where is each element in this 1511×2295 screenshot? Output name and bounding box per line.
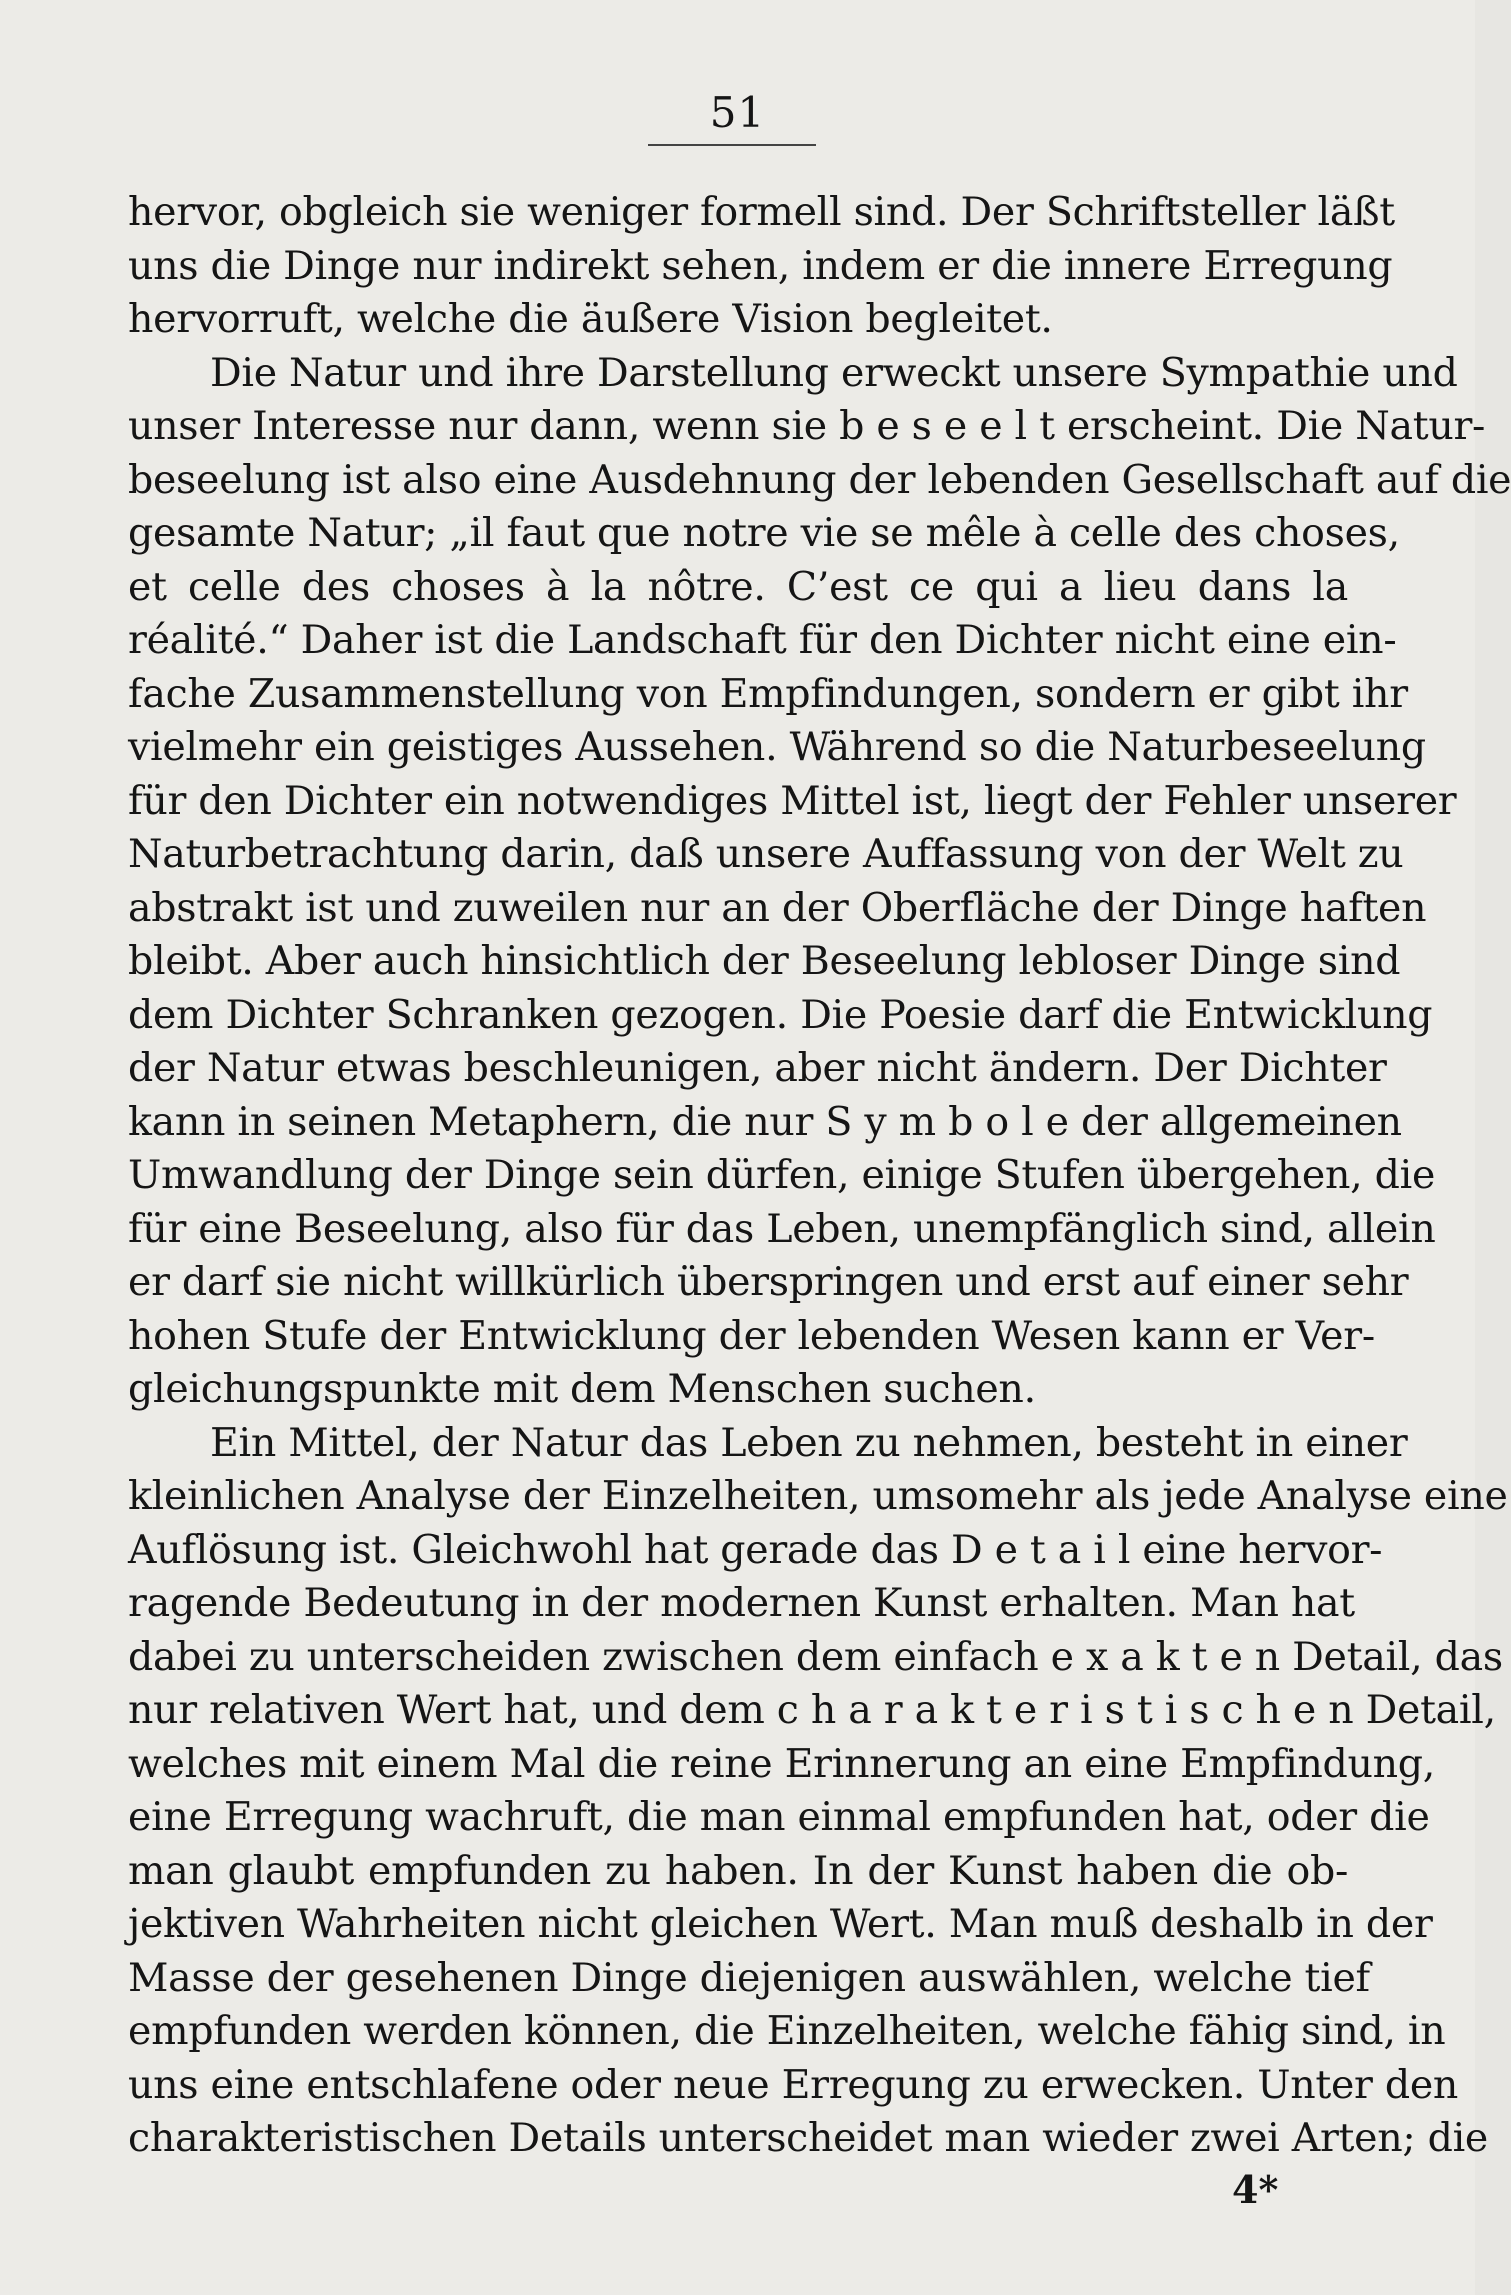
text-line: réalité.“ Daher ist die Landschaft für den Dichter nicht eine ein- — [128, 617, 1397, 663]
text-line: er darf sie nicht willkürlich überspringen und erst auf einer sehr — [128, 1259, 1409, 1305]
text-line: beseelung ist also eine Ausdehnung der lebenden Gesellschaft auf die — [128, 456, 1511, 503]
text-line: jektiven Wahrheiten nicht gleichen Wert. Man muß deshalb in der — [128, 1901, 1433, 1947]
signature-mark: 4* — [1232, 2167, 1279, 2212]
text-line: Auflösung ist. Gleichwohl hat gerade das D e t a i l eine hervor- — [128, 1526, 1383, 1573]
text-line: bleibt. Aber auch hinsichtlich der Beseelung lebloser Dinge sind — [128, 938, 1401, 984]
text-line: für den Dichter ein notwendiges Mittel ist, liegt der Fehler unserer — [128, 777, 1457, 824]
text-line: ragende Bedeutung in der modernen Kunst erhalten. Man hat — [128, 1580, 1355, 1626]
text-line: kann in seinen Metaphern, die nur S y m b o l e der allgemeinen — [128, 1098, 1402, 1145]
text-line: uns die Dinge nur indirekt sehen, indem er die innere Erregung — [128, 242, 1393, 289]
text-line: hohen Stufe der Entwicklung der lebenden Wesen kann er Ver- — [128, 1312, 1375, 1359]
text-line: vielmehr ein geistiges Aussehen. Während so die Naturbeseelung — [128, 724, 1426, 770]
page-number: 51 — [709, 88, 766, 137]
text-line: fache Zusammenstellung von Empfindungen, sondern er gibt ihr — [128, 670, 1408, 717]
text-line: Ein Mittel, der Natur das Leben zu nehmen, besteht in einer — [210, 1419, 1408, 1466]
text-line: nur relativen Wert hat, und dem c h a r a k t e r i s t i s c h e n Detail, — [128, 1687, 1496, 1733]
text-line: Masse der gesehenen Dinge diejenigen auswählen, welche tief — [128, 1954, 1370, 2001]
text-line: et celle des choses à la nôtre. C’est ce qui a lieu dans la — [128, 563, 1348, 610]
text-line: der Natur etwas beschleunigen, aber nicht ändern. Der Dichter — [128, 1045, 1387, 1091]
text-line: gleichungspunkte mit dem Menschen suchen. — [128, 1366, 1036, 1412]
text-line: Umwandlung der Dinge sein dürfen, einige Stufen übergehen, die — [128, 1152, 1436, 1198]
text-line: dabei zu unterscheiden zwischen dem einfach e x a k t e n Detail, das — [128, 1633, 1503, 1680]
text-line: dem Dichter Schranken gezogen. Die Poesie darf die Entwicklung — [128, 991, 1433, 1038]
text-line: unser Interesse nur dann, wenn sie b e s e e l t erscheint. Die Natur- — [128, 403, 1486, 449]
text-line: gesamte Natur; „il faut que notre vie se mêle à celle des choses, — [128, 510, 1400, 556]
text-line: Die Natur und ihre Darstellung erweckt unsere Sympathie und — [210, 349, 1458, 396]
text-line: hervorruft, welche die äußere Vision begleitet. — [128, 296, 1053, 342]
text-line: Naturbetrachtung darin, daß unsere Auffassung von der Welt zu — [128, 831, 1404, 877]
text-line: man glaubt empfunden zu haben. In der Kunst haben die ob- — [128, 1847, 1348, 1894]
text-line: für eine Beseelung, also für das Leben, unempfänglich sind, allein — [128, 1205, 1436, 1252]
body-text — [128, 186, 1511, 2166]
header-rule — [648, 144, 816, 146]
text-line: eine Erregung wachruft, die man einmal empfunden hat, oder die — [128, 1794, 1430, 1840]
text-line: uns eine entschlafene oder neue Erregung zu erwecken. Unter den — [128, 2061, 1459, 2108]
text-line: abstrakt ist und zuweilen nur an der Oberfläche der Dinge haften — [128, 884, 1427, 931]
text-line: kleinlichen Analyse der Einzelheiten, umsomehr als jede Analyse eine — [128, 1473, 1508, 1519]
text-line: hervor, obgleich sie weniger formell sind. Der Schriftsteller läßt — [128, 189, 1395, 235]
text-line: welches mit einem Mal die reine Erinnerung an eine Empfindung, — [128, 1740, 1436, 1787]
text-line: charakteristischen Details unterscheidet man wieder zwei Arten; die — [128, 2115, 1488, 2161]
text-line: empfunden werden können, die Einzelheiten, welche fähig sind, in — [128, 2008, 1446, 2054]
